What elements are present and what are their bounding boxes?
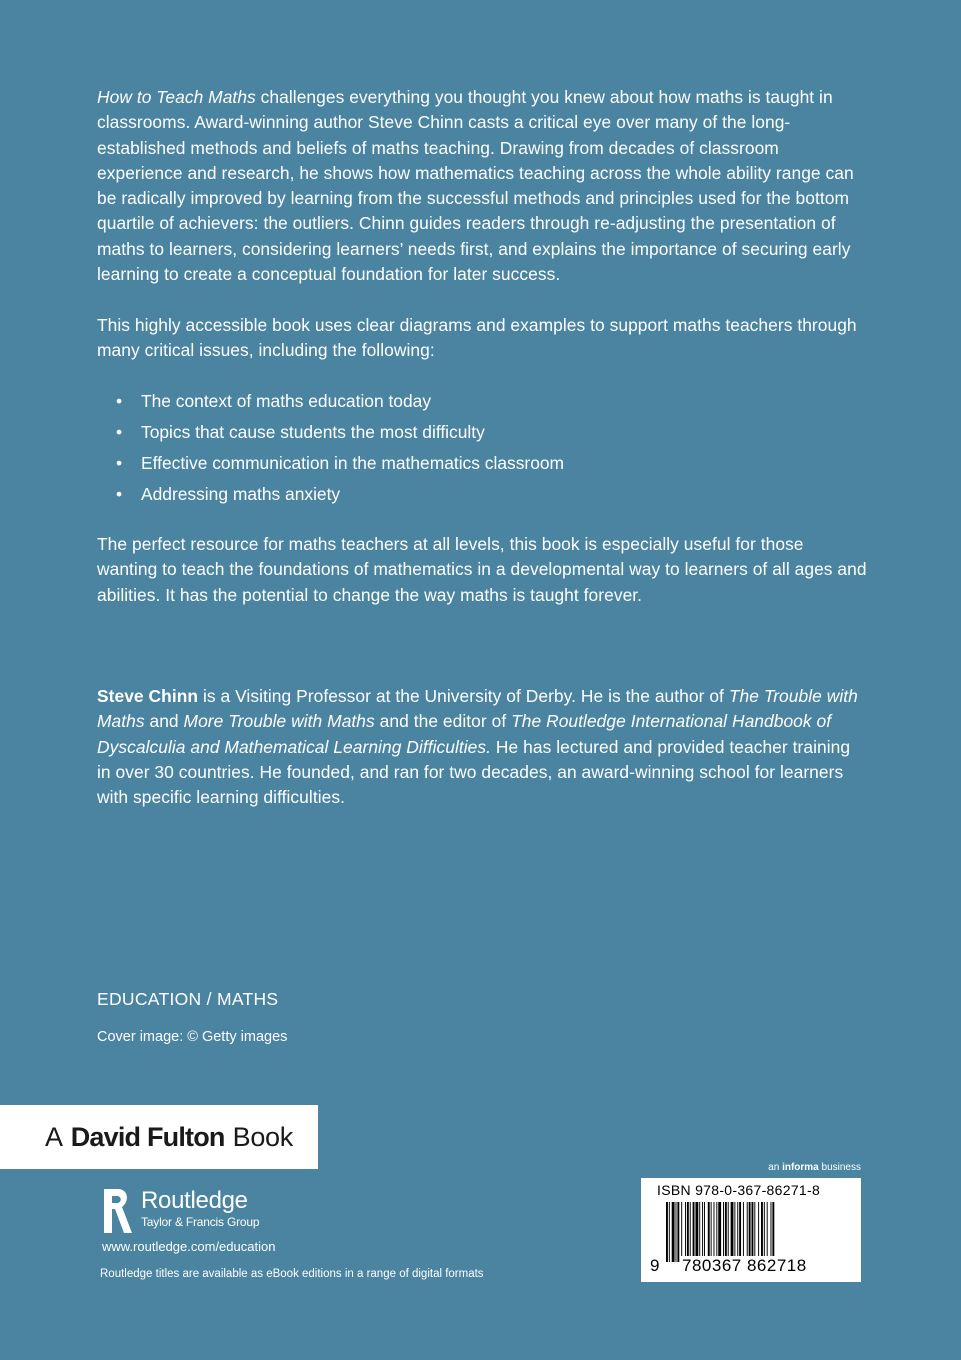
isbn-digits: 780367 862718 xyxy=(682,1256,807,1275)
barcode-bar xyxy=(708,1202,710,1262)
bullet-icon: • xyxy=(116,484,123,504)
barcode-bar xyxy=(758,1202,759,1262)
barcode-bar xyxy=(737,1202,738,1262)
publisher-url[interactable]: www.routledge.com/education xyxy=(102,1239,276,1254)
imprint-text: A David Fulton Book xyxy=(45,1121,293,1152)
barcode-bar xyxy=(687,1202,689,1262)
barcode-bar xyxy=(685,1202,686,1262)
publisher-name: Routledge xyxy=(141,1187,248,1214)
barcode-bar xyxy=(754,1202,755,1262)
isbn-label: ISBN 978-0-367-86271-8 xyxy=(657,1182,821,1198)
imprint-name: David Fulton xyxy=(70,1121,225,1152)
barcode-bar xyxy=(672,1202,675,1262)
ebook-note: Routledge titles are available as eBook editions in a range of digital formats xyxy=(100,1268,484,1280)
barcode-bar xyxy=(695,1202,698,1262)
barcode-bar xyxy=(731,1202,734,1262)
barcode-bar xyxy=(739,1202,741,1262)
barcode-bar xyxy=(723,1202,724,1262)
publisher-group: Taylor & Francis Group xyxy=(141,1215,260,1229)
barcode-bar xyxy=(711,1202,712,1262)
barcode-bar xyxy=(716,1202,717,1262)
barcode-bar xyxy=(681,1202,682,1262)
barcode-bar xyxy=(772,1202,774,1262)
barcode-bar xyxy=(743,1202,744,1262)
author-name: Steve Chinn xyxy=(97,686,199,706)
barcode-bar xyxy=(725,1202,727,1262)
barcode-bar xyxy=(704,1202,705,1262)
barcode-bar xyxy=(767,1202,768,1262)
author-book-2: More Trouble with Maths xyxy=(183,711,375,732)
list-item: • Effective communication in the mathematics classroom xyxy=(116,451,564,476)
subject-category: EDUCATION / MATHS xyxy=(97,989,279,1009)
barcode-bar xyxy=(714,1202,715,1262)
blurb-paragraph-1-text: challenges everything you thought you knew about how maths is taught in classrooms. Award-winning author Steve Chinn casts a critical eye over many of the long-established methods and beliefs of maths teaching. Drawing from decades of classroom experience and research, he shows how mathematics teaching across the whole ability range can be radically improved by learning from the successful methods and principles used for the bottom quartile of achievers: the outliers. Chinn guides readers through re-adjusting the presentation of maths to learners, considering learners’ needs first, and explains the importance of securing early learning to create a conceptual foundation for later success. xyxy=(97,87,854,285)
blurb-paragraph-1 xyxy=(97,85,867,287)
bullet-icon: • xyxy=(116,391,123,411)
barcode-bar xyxy=(734,1202,735,1262)
isbn-barcode xyxy=(641,1178,861,1282)
informa-tagline: an informa business xyxy=(768,1162,861,1173)
bullet-icon: • xyxy=(116,422,123,442)
barcode-bar xyxy=(666,1202,668,1262)
barcode-bar xyxy=(749,1202,751,1262)
barcode-bar xyxy=(761,1202,763,1262)
book-title-inline: How to Teach Maths xyxy=(97,87,256,107)
cover-image-credit: Cover image: © Getty images xyxy=(97,1029,288,1045)
barcode-icon xyxy=(666,1202,836,1262)
barcode-bar xyxy=(728,1202,729,1262)
list-item: • Topics that cause students the most difficulty xyxy=(116,420,564,445)
barcode-bar xyxy=(676,1202,677,1262)
barcode-bar xyxy=(677,1202,679,1262)
barcode-bar xyxy=(747,1202,748,1262)
author-book-1: The Trouble with Maths xyxy=(97,686,858,732)
routledge-logo xyxy=(102,1187,259,1235)
blurb-paragraph-3: The perfect resource for maths teachers at all levels, this book is especially useful for those wanting to teach the foundations of mathematics in a developmental way to learners of all ages and abilities. It has the potential to change the way maths is taught forever. xyxy=(97,534,867,605)
imprint-banner xyxy=(0,1105,318,1169)
list-item: • The context of maths education today xyxy=(116,389,564,414)
barcode-bar xyxy=(764,1202,765,1262)
blurb-paragraph-2: This highly accessible book uses clear diagrams and examples to support maths teachers through many critical issues, including the following: xyxy=(97,315,857,361)
author-bio: Steve Chinn is a Visiting Professor at the University of Derby. He is the author of The Trouble with Maths and More Trouble with Maths and the editor of The Routledge International Handbook of Dyscalculia and Mathematical Learning Difficulties. He has lectured and provided teacher training in over 30 countries. He founded, and ran for two decades, an award-winning school for learners with specific learning difficulties. xyxy=(97,686,858,808)
barcode-bar xyxy=(690,1202,691,1262)
topic-list xyxy=(116,389,564,513)
barcode-bar xyxy=(702,1202,703,1262)
barcode-bar xyxy=(771,1202,772,1262)
barcode-bar xyxy=(669,1202,670,1262)
barcode-bar xyxy=(693,1202,695,1262)
author-book-3: The Routledge International Handbook of Dyscalculia and Mathematical Learning Difficulties. xyxy=(97,711,832,757)
barcode-bar xyxy=(752,1202,754,1262)
barcode-bar xyxy=(718,1202,721,1262)
barcode-bar xyxy=(699,1202,700,1262)
routledge-r-icon xyxy=(102,1187,134,1235)
isbn-digit-first: 9 xyxy=(650,1256,660,1275)
bullet-icon: • xyxy=(116,453,123,473)
list-item: • Addressing maths anxiety xyxy=(116,482,564,507)
